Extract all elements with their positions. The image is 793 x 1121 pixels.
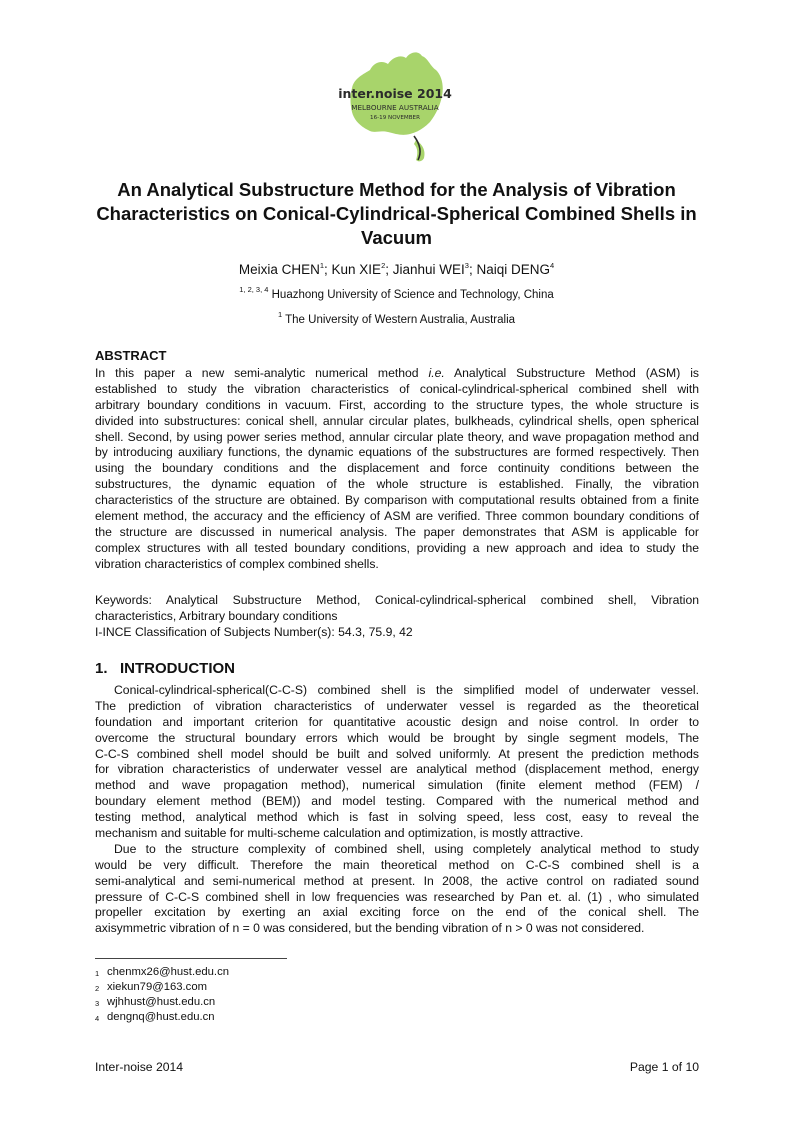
section-heading (95, 660, 235, 677)
intro-line: boundary element method (BEM)) and model testing. Compared with the numerical method and (95, 794, 699, 809)
introduction-body (95, 683, 699, 937)
title-line: An Analytical Substructure Method for the Analysis of Vibration (117, 179, 676, 200)
keywords-line: Keywords: Analytical Substructure Method, Conical-cylindrical-spherical combined shell, Vibration (95, 593, 699, 607)
logo-dates: 16-19 NOVEMBER (370, 115, 420, 121)
intro-line: semi-analytical and semi-numerical method at present. In 2008, the active control on radiated sound (95, 873, 699, 888)
footer-page-number: Page 1 of 10 (629, 1060, 699, 1074)
intro-line: axisymmetric vibration of n = 0 was considered, but the bending vibration of n > 0 was not considered. (95, 921, 645, 936)
abstract-line: the structure are discussed in numerical analysis. The paper demonstrates that ASM is applicable for (95, 524, 699, 539)
author-mark: 3 (464, 260, 469, 270)
footnote-email: chenmx26@hust.edu.cn (107, 966, 229, 978)
author-mark: 4 (550, 260, 555, 270)
keywords-block (95, 593, 699, 641)
author-list: Meixia CHEN$^1$; Kun XIE$^2$; Jianhui WEI$^3$; Naiqi DENG$^4$ (238, 260, 555, 277)
footnote (95, 965, 229, 980)
affiliation-mark: 1, 2, 3, 4 (239, 285, 269, 295)
author-mark: 2 (381, 260, 386, 270)
abstract-heading: ABSTRACT (95, 348, 167, 363)
section-number: 1. (95, 660, 108, 677)
affiliation (0, 285, 793, 301)
abstract-line: vibration characteristics of complex combined shells. (95, 556, 379, 571)
footnote-divider (95, 958, 287, 959)
abstract-line: substructures, the dynamic equation of the whole structure is established. Finally, the vibration (95, 477, 699, 492)
title-line: Vacuum (361, 227, 432, 248)
intro-line: propeller excitation by exerting an axial exciting force on the end of the conical shell. The (95, 905, 699, 920)
intro-line: for vibration characteristics of underwater vessel are analytical method (displacement method, energy (95, 762, 699, 777)
section-title: INTRODUCTION (120, 660, 235, 677)
abstract-line: In this paper a new semi-analytic numerical method i.e. Analytical Substructure Method (ASM) is (95, 366, 699, 380)
abstract-line: by introducing auxiliary functions, the dynamic equations of the substructures are formed respectively. Then (95, 445, 699, 460)
footnote-email: xiekun79@163.com (107, 981, 208, 993)
footnote-email: dengnq@hust.edu.cn (107, 1011, 215, 1023)
abstract-line: characteristics of the structure are obtained. By comparison with computational results obtained from a finite (95, 493, 699, 508)
intro-line: Conical-cylindrical-spherical(C-C-S) combined shell is the simplified model of underwater vessel. (114, 683, 699, 697)
keywords-line: characteristics, Arbitrary boundary conditions (95, 608, 338, 623)
footnote (95, 1010, 229, 1025)
australia-map-icon (330, 40, 460, 170)
intro-line: Due to the structure complexity of combined shell, using completely analytical method to study (114, 841, 699, 856)
footnotes (95, 965, 229, 1025)
intro-line: mechanism and suitable for multi-scheme calculation and optimization, is mostly attractive. (95, 826, 584, 841)
affiliation-text: The University of Western Australia, Australia (285, 314, 516, 326)
intro-line: testing method, analytical method which is fast in solving speed, less cost, easy to reveal the (95, 810, 699, 825)
title-line: Characteristics on Conical-Cylindrical-Spherical Combined Shells in (96, 203, 697, 224)
intro-line: C-C-S combined shell model should be built and solved uniformly. At present the prediction methods (95, 746, 699, 761)
paper-title (60, 178, 733, 250)
intro-line: foundation and important criterion for quantitative acoustic design and noise control. In order to (95, 714, 699, 729)
footnote-mark: 4 (95, 1014, 100, 1023)
intro-line: method and wave propagation method), numerical simulation (finite element method (FEM) / (95, 778, 699, 793)
abstract-line: element method, the accuracy and the efficiency of ASM are verified. Three common boundary conditions of (95, 509, 699, 524)
intro-line: would be very difficult. Therefore the main theoretical method on C-C-S combined shell is a (95, 857, 699, 872)
footnote (95, 995, 229, 1010)
abstract-line: complex structures with all tested boundary conditions, providing a new approach and idea to study the (95, 540, 699, 555)
affiliation-mark: 1 (277, 310, 283, 320)
abstract-line: established to study the vibration characteristics of conical-cylindrical-spherical combined shell with (95, 381, 699, 396)
abstract-line: using the boundary conditions and the displacement and force continuity conditions between the (95, 461, 699, 476)
logo-name: inter.noise 2014 (338, 86, 452, 101)
affiliation-text: Huazhong University of Science and Technology, China (271, 289, 554, 301)
logo-location: MELBOURNE AUSTRALIA (351, 103, 439, 112)
author-name: Naiqi DENG (476, 262, 550, 277)
footnote (95, 980, 229, 995)
author-name: Jianhui WEI (392, 262, 465, 277)
author-mark: 1 (319, 260, 325, 270)
footnote-mark: 1 (95, 969, 100, 978)
classification-line: I-INCE Classification of Subjects Number(s): 54.3, 75.9, 42 (95, 624, 413, 639)
abstract-body (95, 366, 699, 573)
author-name: Kun XIE (331, 262, 382, 277)
footnote-mark: 3 (95, 999, 100, 1008)
intro-line: pressure of C-C-S combined shell in low frequencies was researched by Pan et. al. (1) , who simulated (95, 889, 699, 904)
footnote-mark: 2 (95, 984, 100, 993)
conference-logo (330, 40, 460, 170)
abstract-line: arbitrary boundary conditions in vacuum. First, according to the structure types, the whole structure is (95, 397, 699, 412)
abstract-line: shell. Second, by using power series method, annular circular plate theory, and wave propagation method and (95, 429, 699, 444)
abstract-line: divided into substructures: conical shell, annular circular plates, bulkheads, cylindrical shells, open spherical (95, 413, 699, 428)
footnote-email: wjhhust@hust.edu.cn (107, 996, 216, 1008)
affiliation (0, 310, 793, 326)
intro-line: The prediction of vibration characteristics of underwater vessel is regarded as the theoretical (95, 698, 699, 713)
footer-conference: Inter-noise 2014 (95, 1060, 184, 1074)
author-name: Meixia CHEN (238, 262, 320, 277)
intro-line: overcome the structural boundary errors which would be brought by single segment models, The (95, 730, 699, 745)
